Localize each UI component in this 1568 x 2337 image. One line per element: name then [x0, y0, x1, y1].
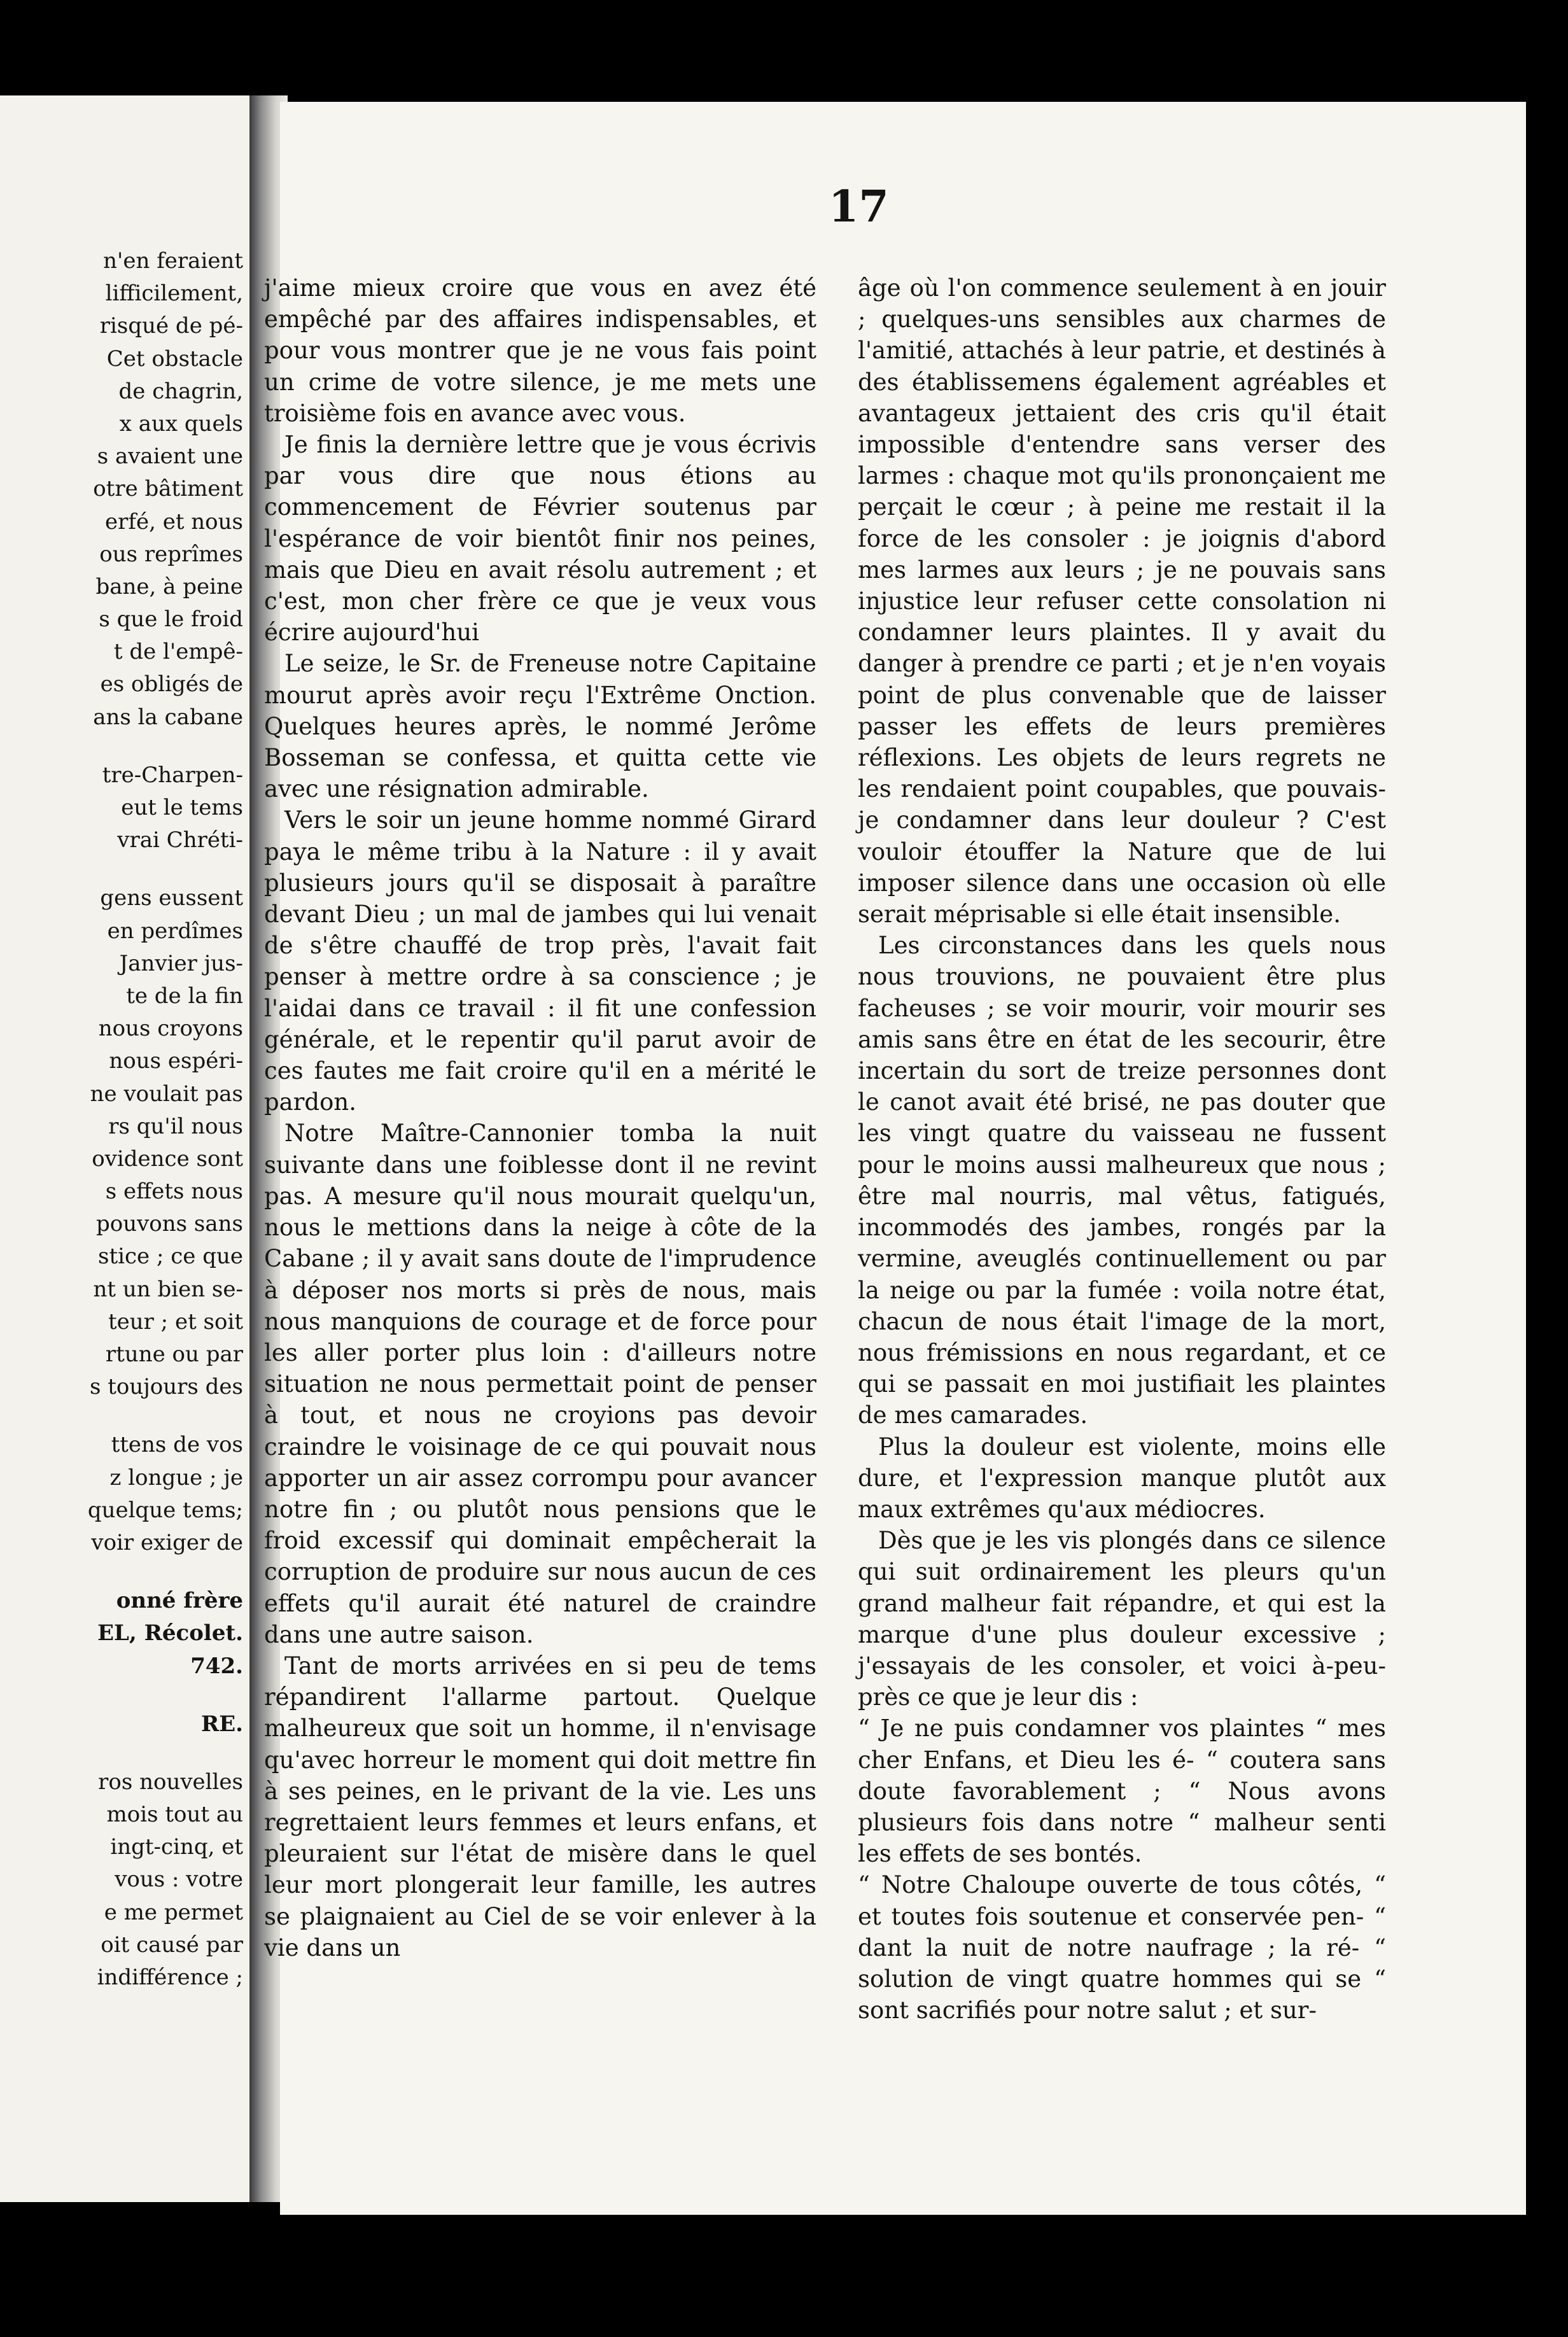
left-page-line: vrai Chréti- — [117, 827, 243, 853]
paragraph: Je finis la dernière lettre que je vous écrivis par vous dire que nous étions au commencement de Février soutenus par l'espérance de voir bientôt finir nos peines, mais que Dieu en avait résolu autrement ; et c'est, mon cher frère ce que je veux vous écrire aujourd'hui — [264, 431, 816, 647]
left-page-line: ne voulait pas — [90, 1081, 243, 1107]
text-column-left — [264, 272, 816, 1963]
left-page-line: vous : votre — [115, 1867, 243, 1893]
paragraph: Le seize, le Sr. de Freneuse notre Capitaine mourut après avoir reçu l'Extrême Onction. Quelques heures après, le nommé Jerôme Bosseman se confessa, et quitta cette vie avec une résignation admirable. — [264, 650, 816, 803]
left-page — [0, 95, 251, 2202]
quotation: “ Notre Chaloupe ouverte de tous côtés, “ et toutes fois soutenue et conservée pen- “ dant la nuit de notre naufrage ; la ré- “ solution de vingt quatre hommes qui se “ sont sacrifiés pour notre salut ; et sur- — [858, 1871, 1386, 2025]
paragraph-gap — [6, 1559, 243, 1585]
left-page-line: de chagrin, — [118, 378, 243, 404]
left-page-line: stice ; ce que — [98, 1244, 243, 1270]
left-page-line: x aux quels — [119, 411, 243, 437]
left-page-line: nous espéri- — [109, 1048, 243, 1074]
left-page-line: 742. — [190, 1653, 243, 1679]
left-page-line: indifférence ; — [97, 1965, 243, 1990]
left-page-line: ous reprîmes — [99, 541, 243, 567]
paragraph: Vers le soir un jeune homme nommé Girard paya le même tribu à la Nature : il y avait plusieurs jours qu'il se disposait à paraître devant Dieu ; un mal de jambes qui lui venait de s'être chauffé de trop près, l'avait fait penser à mettre ordre à sa conscience ; je l'aidai dans ce travail : il fit une confession générale, et le repentir qu'il parut avoir de ces fautes me fait croire qu'il en a mérité le pardon. — [264, 806, 816, 1116]
left-page-line: s effets nous — [105, 1179, 243, 1205]
left-page-line: ingt-cinq, et — [110, 1834, 243, 1860]
left-page-line: Janvier jus- — [119, 950, 243, 976]
paragraph: Dès que je les vis plongés dans ce silence qui suit ordinairement les pleurs qu'un grand malheur fait répandre, et qui est la marque d'une plus douleur excessive ; j'essayais de les consoler, et voici à-peu-près ce que je leur dis : — [858, 1527, 1386, 1711]
paragraph: Les circonstances dans les quels nous nous trouvions, ne pouvaient être plus facheuses ; se voir mourir, voir mourir ses amis sans être en état de les secourir, être incertain du sort de treize personnes dont le canot avait été brisé, ne pas douter que les vingt quatre du vaisseau ne fussent pour le moins aussi malheureux que nous ; être mal nourris, mal vêtus, fatigués, incommodés des jambes, rongés par la vermine, aveuglés continuellement ou par la neige ou par la fumée : voila notre état, chacun de nous était l'image de la mort, nous frémissions en nous regardant, et ce qui se passait en moi justifiait les plaintes de mes camarades. — [858, 932, 1386, 1429]
left-page-line: z longue ; je — [109, 1464, 243, 1491]
left-page-line: e me permet — [104, 1899, 243, 1925]
left-page-line: gens eussent — [100, 885, 243, 911]
left-page-line: te de la fin — [126, 983, 243, 1009]
left-page-line: bane, à peine — [95, 573, 243, 600]
quotation: “ Je ne puis condamner vos plaintes “ mes cher Enfans, et Dieu les é- “ coutera sans doute favorablement ; “ Nous avons plusieurs fois dans notre “ malheur senti les effets de ses bontés. — [858, 1715, 1386, 1868]
left-page-line: risqué de pé- — [99, 313, 243, 339]
left-page-line: eut le tems — [121, 795, 243, 820]
left-page-text — [6, 245, 243, 1994]
left-page-line: ans la cabane — [93, 704, 243, 730]
left-page-line: t de l'empê- — [113, 639, 243, 665]
left-page-line: s avaient une — [97, 444, 243, 470]
left-page-line: ovidence sont — [92, 1146, 243, 1172]
paragraph-gap — [6, 857, 243, 882]
paragraph: Plus la douleur est violente, moins elle dure, et l'expression manque plutôt aux maux extrêmes qu'aux médiocres. — [858, 1433, 1386, 1523]
left-page-line: tre-Charpen- — [102, 762, 243, 788]
left-page-line: teur ; et soit — [108, 1309, 243, 1335]
left-page-line: onné frère — [116, 1588, 243, 1614]
left-page-line: quelque tems; — [87, 1497, 243, 1523]
left-page-line: oit causé par — [101, 1932, 243, 1958]
paragraph-gap — [6, 734, 243, 759]
left-page-line: mois tout au — [106, 1802, 243, 1828]
paragraph-gap — [6, 1683, 243, 1708]
left-page-line: nt un bien se- — [93, 1276, 243, 1302]
left-page-line: pouvons sans — [95, 1211, 243, 1237]
paragraph-gap — [6, 1403, 243, 1429]
left-page-line: rs qu'il nous — [108, 1113, 243, 1139]
left-page-line: Cet obstacle — [106, 346, 243, 372]
left-page-line: otre bâtiment — [93, 476, 243, 502]
left-page-line: voir exiger de — [91, 1529, 243, 1555]
left-page-line: nous croyons — [98, 1016, 243, 1042]
left-page-line: EL, Récolet. — [97, 1620, 243, 1646]
left-page-line: erfé, et nous — [105, 509, 243, 535]
left-page-line: s toujours des — [89, 1374, 243, 1400]
left-page-line: n'en feraient — [103, 248, 243, 274]
paragraph-gap — [6, 1741, 243, 1766]
left-page-line: rtune ou par — [105, 1342, 243, 1367]
left-page-line: en perdîmes — [107, 918, 243, 944]
paragraph: Notre Maître-Cannonier tomba la nuit suivante dans une foiblesse dont il ne revint pas. A mesure qu'il nous mourait quelqu'un, nous le mettions dans la neige à côte de la Cabane ; il y avait sans doute de l'imprudence à déposer nos morts si près de nous, mais nous manquions de courage et de force pour les aller porter plus loin : d'ailleurs notre situation ne nous permettait point de penser à tout, et nous ne croyions pas devoir craindre le voisinage de ce qui pouvait nous apporter un air assez corrompu pour avancer notre fin ; ou plutôt nous pensions que le froid excessif qui dominait empêcherait la corruption de produire sur nous aucun de ces effets qu'il aurait été naturel de craindre dans une autre saison. — [264, 1119, 816, 1648]
paragraph: j'aime mieux croire que vous en avez été empêché par des affaires indispensables, et pour vous montrer que je ne vous fais point un crime de votre silence, je me mets une troisième fois en avance avec vous. — [264, 274, 816, 427]
paragraph: Tant de morts arrivées en si peu de tems répandirent l'allarme partout. Quelque malheureux que soit un homme, il n'envisage qu'avec horreur le moment qui doit mettre fin à ses peines, en le privant de la vie. Les uns regrettaient leurs femmes et leurs enfans, et pleuraient sur l'état de misère dans le quel leur mort plongerait leur famille, les autres se plaignaient au Ciel de se voir enlever à la vie dans un — [264, 1652, 816, 1962]
page-number: 17 — [829, 181, 889, 232]
left-page-line: ttens de vos — [111, 1432, 243, 1458]
left-page-line: ros nouvelles — [98, 1769, 243, 1795]
left-page-line: es obligés de — [100, 671, 243, 698]
left-page-line: s que le froid — [99, 607, 243, 633]
left-page-line: lifficilement, — [105, 281, 243, 307]
text-column-right — [858, 272, 1386, 2026]
paragraph: âge où l'on commence seulement à en jouir ; quelques-uns sensibles aux charmes de l'amitié, attachés à leur patrie, et destinés à des établissemens également agréables et avantageux jettaient des cris qu'il était impossible d'entendre sans verser des larmes : chaque mot qu'ils prononçaient me perçait le cœur ; à peine me restait il la force de les consoler : je joignis d'abord mes larmes aux leurs ; je ne pouvais sans injustice leur refuser cette consolation ni condamner leurs plaintes. Il y avait du danger à prendre ce parti ; et je n'en voyais point de plus convenable que de laisser passer les effets de leurs premières réflexions. Les objets de leurs regrets ne les rendaient point coupables, que pouvais-je condamner dans leur douleur ? C'est vouloir étouffer la Nature que de lui imposer silence dans une occasion où elle serait méprisable si elle était insensible. — [858, 274, 1386, 929]
left-page-line: RE. — [200, 1711, 243, 1737]
